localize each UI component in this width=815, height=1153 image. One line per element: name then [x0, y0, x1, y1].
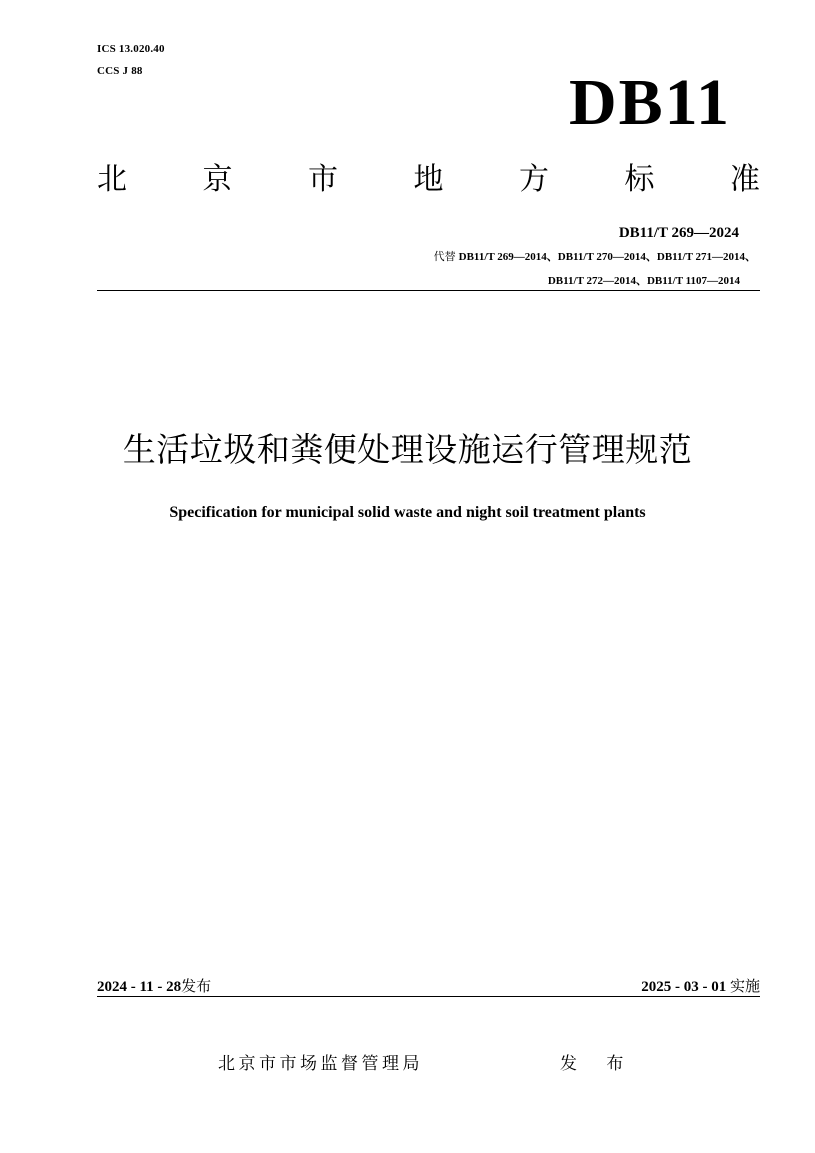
- issue-date: 2024 - 11 - 28: [97, 979, 182, 995]
- title-english: Specification for municipal solid waste and night soil treatment plants: [169, 504, 646, 521]
- category-char: 地: [413, 162, 444, 197]
- category-char: 准: [730, 162, 760, 197]
- title-chinese: 生活垃圾和粪便处理设施运行管理规范: [122, 430, 693, 469]
- issuing-authority: 北京市市场监督管理局: [218, 1054, 423, 1074]
- replaces-list-1: DB11/T 269—2014、DB11/T 270—2014、DB11/T 271—2014、: [458, 251, 756, 263]
- implementation-date: 2025 - 03 - 01: [641, 979, 727, 995]
- standard-category-heading: [97, 158, 760, 202]
- ics-code: ICS 13.020.40: [97, 43, 165, 55]
- issue-word: 发 布: [560, 1054, 636, 1074]
- ccs-code: CCS J 88: [97, 65, 143, 77]
- category-char: 方: [519, 162, 549, 197]
- category-char: 市: [308, 162, 338, 197]
- implementation-date-line: [641, 976, 760, 997]
- standard-number: DB11/T 269—2024: [618, 225, 739, 241]
- category-char: 京: [202, 162, 233, 197]
- date-divider: [97, 996, 760, 997]
- replaces-line-2: DB11/T 272—2014、DB11/T 1107—2014: [547, 275, 740, 287]
- issue-date-line: [97, 976, 211, 997]
- replaces-line-1: [434, 250, 756, 264]
- implementation-label: 实施: [729, 977, 760, 995]
- replaces-prefix: 代替: [433, 250, 456, 263]
- category-char: 北: [97, 162, 127, 197]
- header-divider: [97, 290, 760, 291]
- issue-label: 发布: [181, 977, 212, 995]
- standard-code-logo: DB11: [568, 66, 731, 139]
- category-char: 标: [624, 162, 655, 197]
